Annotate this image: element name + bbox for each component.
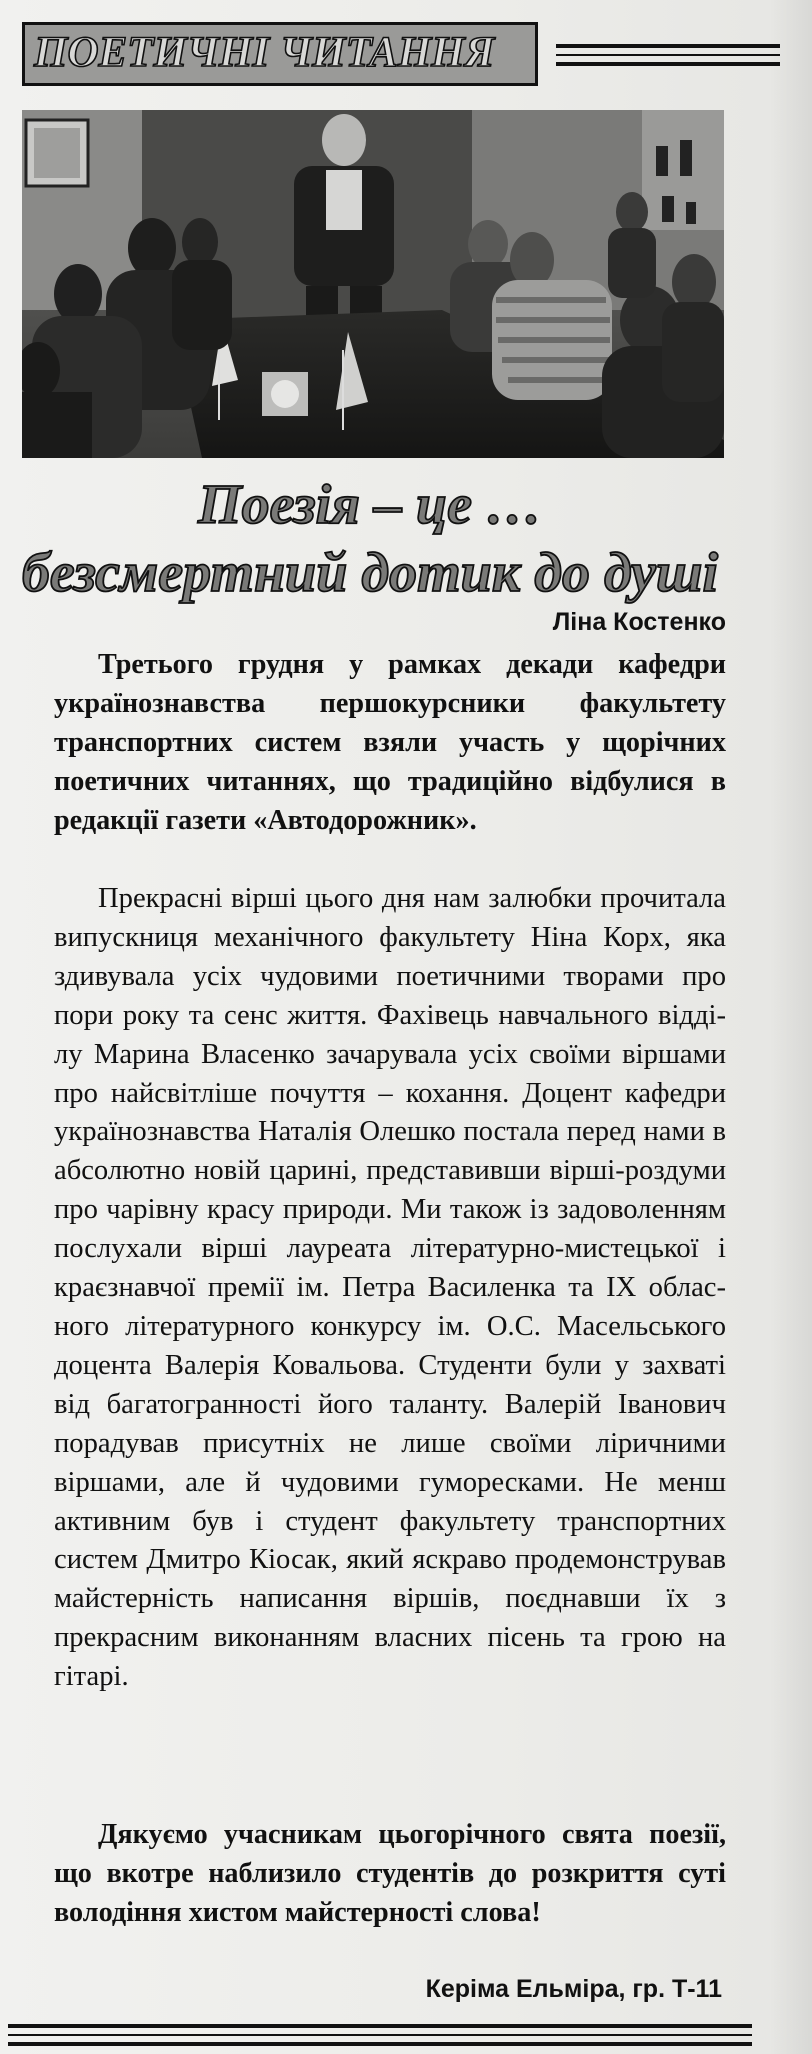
article-closing: Дякуємо учасникам цьогорічного свята поезії, що вкотре наблизило студентів до розкриття суті володіння хистом майстерності слова! [54, 1819, 726, 1928]
header-rule-bottom [556, 62, 780, 66]
article-signature: Керіма Ельміра, гр. Т-11 [425, 1975, 722, 2003]
epigraph-author: Ліна Костенко [552, 608, 726, 636]
header-rule-middle [556, 54, 780, 56]
event-photo-icon [22, 110, 724, 458]
article-body: Прекрасні вірші цього дня нам залюбки прочитала випускниця механічного факультету Ніна Корх, яка здивувала усіх чудовими поетичними творами про пори року та сенс життя. Фахівець навчального відділу Марина Власенко зачарувала усіх своїми віршами про найсвітліше почуття – кохання. Доцент кафедри українознавства Наталія Олешко постала перед нами в абсолютно новій царині, представивши вірші-роздуми про чарівну красу природи. Ми також із задоволенням послухали вірші лауреата літературно-мистецької і краєзнавчої премії ім. Петра Василенка та IX обласного літературного конкурсу ім. О.С. Масельського доцента Валерія Ковальова. Студенти були у захваті від багатогранності його таланту. Валерій Іванович порадував присутніх не лише своїми ліричними віршами, але й чудовими гуморесками. Не менш активним був і студент факультету транспортних систем Дмитро Кіосак, який яскраво продемонстрував майстерність написання віршів, поєднавши їх з прекрасним виконанням власних пісень та грою на гітарі. [54, 883, 726, 1693]
header-rule-top [556, 44, 780, 48]
article-title-line-1: Поезія – це … [198, 474, 542, 536]
article-intro: Третього грудня у рамках декади кафедри українознавства першокурсники факультету транспортних систем взяли участь у щорічних поетичних читаннях, що традиційно відбулися в редакції газети «Автодорожник». [54, 649, 726, 836]
section-title: ПОЕТИЧНІ ЧИТАННЯ [34, 29, 495, 76]
footer-rule-bottom [8, 2042, 752, 2046]
footer-rule-middle [8, 2034, 752, 2036]
footer-rule-top [8, 2024, 752, 2028]
article-title-line-2: безсмертний дотик до душі [21, 542, 719, 604]
scan-bleed-strip [770, 0, 812, 2054]
event-photo [22, 110, 724, 458]
